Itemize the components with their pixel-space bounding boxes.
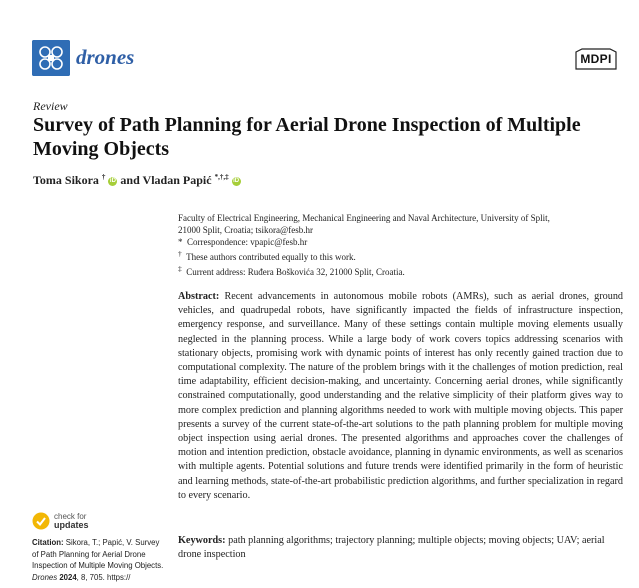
journal-name[interactable]: drones: [76, 45, 135, 69]
correspondence-text: Correspondence: vpapic@fesb.hr: [187, 237, 308, 247]
abstract-label: Abstract:: [178, 291, 220, 302]
author-joiner: and: [117, 173, 143, 187]
check-updates-text: check for updates: [54, 512, 89, 530]
citation-rest[interactable]: , 8, 705. https://: [76, 572, 131, 582]
author-name[interactable]: Vladan Papić: [142, 173, 212, 187]
equal-contribution-note: † These authors contributed equally to this work.: [178, 249, 356, 262]
citation-journal: Drones: [32, 572, 58, 582]
affiliation-line: Faculty of Electrical Engineering, Mechanical Engineering and Naval Architecture, University of Split,: [178, 213, 550, 223]
author-affil-mark: †: [101, 173, 106, 181]
author-name[interactable]: Toma Sikora: [33, 173, 99, 187]
citation-year: 2024: [59, 572, 77, 582]
affiliations: [178, 212, 623, 278]
citation-text: Sikora, T.; Papić, V. Survey of Path Planning for Aerial Drone Inspection of Multiple Moving Objects.: [32, 538, 164, 570]
author-list: [33, 173, 241, 188]
keywords: [178, 534, 623, 562]
page-title: Survey of Path Planning for Aerial Drone Inspection of Multiple Moving Objects: [33, 114, 581, 160]
citation-label: Citation:: [32, 538, 64, 547]
keywords-text: path planning algorithms; trajectory planning; multiple objects; moving objects; UAV; aerial drone inspection: [178, 535, 605, 561]
affiliation-line: 21000 Split, Croatia; tsikora@fesb.hr: [178, 225, 314, 235]
drones-logo-icon: [32, 40, 70, 76]
author-affil-mark: *,†,‡: [214, 173, 229, 181]
check-for-updates-badge[interactable]: [32, 512, 112, 532]
abstract-text: Recent advancements in autonomous mobile robots (AMRs), such as aerial drones, ground vehicles, and quadrupedal robots, have significantly impacted the fields of infrastructure inspection, emergency response, and surveillance. Many of these settings contain multiple moving elements usually neglected in the planning process. While a large body of work covers topics addressing scenarios with stationary objects, promising work with dynamic points of interest has only recently gained traction due to computational complexity. The nature of the problem brings with it the challenges of motion prediction, real time adaptability, efficient decision-making, and uncertainty. Concerning aerial drones, while significantly constrained computationally, good understanding and the relative simplicity of their platform gives way to more complex prediction and planning algorithms needed to work with multiple moving objects. This paper presents a survey of the current state-of-the-art solutions to the path planning problem for multiple moving object inspection using aerial drones. The presented algorithms and approaches cover the challenges of motion and intention prediction, obstacle avoidance, planning in dynamic environments, as well as scenarios with multiple agents. Potential solutions and future trends were identified primarily in the form of heuristic and learning methods, state-of-the-art probabilistic prediction algorithms, and further specialization in regard to every scenario.: [178, 291, 624, 501]
publisher-name: MDPI: [580, 52, 612, 66]
orcid-icon[interactable]: iD: [109, 178, 116, 184]
current-address-note: ‡ Current address: Ruđera Boškovića 32, 21000 Split, Croatia.: [178, 264, 405, 277]
check-updates-icon: [32, 512, 50, 530]
keywords-label: Keywords:: [178, 535, 226, 546]
citation-block: [32, 537, 164, 583]
abstract: [178, 290, 623, 503]
correspondence-note: * Correspondence: vpapic@fesb.hr: [178, 237, 308, 247]
orcid-icon[interactable]: iD: [233, 178, 240, 184]
article-type: Review: [33, 99, 68, 113]
mdpi-logo[interactable]: [574, 48, 618, 70]
